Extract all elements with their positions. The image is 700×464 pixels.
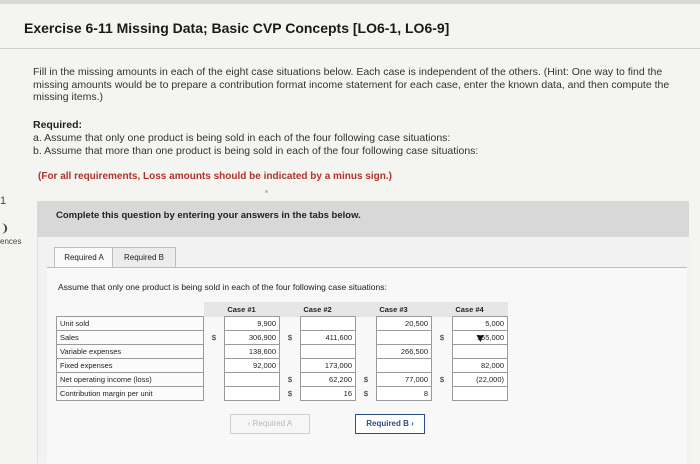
required-b-text: b. Assume that more than one product is being sold in each of the four following case situations:: [33, 145, 479, 157]
dollar-sign: [432, 359, 453, 373]
dollar-sign: [204, 317, 225, 331]
chevron-left-icon: ‹: [247, 419, 253, 428]
dollar-sign: $: [211, 333, 217, 342]
row-label: Contribution margin per unit: [57, 387, 204, 401]
cell-case-1[interactable]: 92,000: [225, 359, 280, 373]
header-case-3: Case #3: [356, 302, 432, 317]
next-button-label: Required B: [366, 419, 409, 428]
cell-case-3[interactable]: 266,500: [377, 345, 432, 359]
row-label: Sales: [57, 331, 204, 345]
cell-case-2[interactable]: [301, 317, 356, 331]
dollar-sign: $: [287, 375, 293, 384]
required-a-text: a. Assume that only one product is being sold in each of the four following case situations:: [33, 132, 451, 144]
dollar-sign: $: [363, 389, 369, 398]
dollar-sign: $: [439, 333, 445, 342]
side-ences-label: ences: [0, 237, 22, 246]
cell-case-4[interactable]: 155,000: [453, 331, 508, 345]
header-case-4: Case #4: [432, 302, 508, 317]
cell-case-4[interactable]: 5,000: [453, 317, 508, 331]
cell-case-2[interactable]: 62,200: [301, 373, 356, 387]
table-row: [57, 387, 508, 401]
dollar-sign: [204, 387, 225, 401]
dollar-sign: [356, 331, 377, 345]
header-case-1: Case #1: [204, 302, 280, 317]
table-header-row: [57, 302, 508, 317]
dollar-sign: [432, 387, 453, 401]
dollar-sign: $: [287, 389, 293, 398]
tab-required-b[interactable]: Required B: [112, 247, 176, 269]
dollar-sign: [356, 317, 377, 331]
cell-case-3[interactable]: 20,500: [377, 317, 432, 331]
cell-case-2[interactable]: [301, 345, 356, 359]
instructions-text: Complete this question by entering your answers in the tabs below.: [56, 210, 361, 221]
cell-case-4[interactable]: [453, 387, 508, 401]
table-row: [57, 373, 508, 387]
cell-case-3[interactable]: [377, 359, 432, 373]
cell-case-3[interactable]: 8: [377, 387, 432, 401]
cvp-table: [56, 302, 508, 401]
cell-case-2[interactable]: 173,000: [301, 359, 356, 373]
top-bar: [0, 0, 700, 4]
table-row: [57, 345, 508, 359]
dollar-sign: [280, 317, 301, 331]
dollar-sign: [356, 345, 377, 359]
dollar-sign: [432, 345, 453, 359]
dollar-sign: [204, 373, 225, 387]
dollar-sign: [204, 359, 225, 373]
page-title: Exercise 6-11 Missing Data; Basic CVP Concepts [LO6-1, LO6-9]: [24, 20, 450, 36]
cell-case-3[interactable]: [377, 331, 432, 345]
header-case-2: Case #2: [280, 302, 356, 317]
dollar-sign: [204, 345, 225, 359]
row-label: Fixed expenses: [57, 359, 204, 373]
decorative-dot: [265, 190, 268, 193]
side-bracket-icon: ❩: [0, 223, 10, 235]
title-divider: [0, 48, 700, 49]
dollar-sign: $: [439, 375, 445, 384]
side-mark: 1: [0, 195, 7, 207]
row-label: Net operating income (loss): [57, 373, 204, 387]
row-label: Variable expenses: [57, 345, 204, 359]
row-label: Unit sold: [57, 317, 204, 331]
table-caption: Assume that only one product is being sold in each of the four following case situations:: [58, 282, 387, 292]
dollar-sign: $: [363, 375, 369, 384]
intro-text: Fill in the missing amounts in each of the eight case situations below. Each case is independent of the others. (Hint: One way to find the missing amounts would be to prepare a contribution format income statement for each case, enter the known data, and then compute the missing items.): [33, 66, 670, 103]
prev-button-label: Required A: [252, 419, 293, 428]
table-row: [57, 359, 508, 373]
cell-case-4[interactable]: (22,000): [453, 373, 508, 387]
cell-case-4[interactable]: [453, 345, 508, 359]
cell-case-1[interactable]: 306,900: [225, 331, 280, 345]
table-row: [57, 317, 508, 331]
tab-required-a[interactable]: Required A: [54, 247, 114, 269]
prev-required-a-button[interactable]: [230, 414, 310, 434]
dollar-sign: [280, 345, 301, 359]
required-heading: Required:: [33, 119, 83, 131]
table-row: [57, 331, 508, 345]
cell-case-3[interactable]: 77,000: [377, 373, 432, 387]
cell-case-1[interactable]: [225, 373, 280, 387]
chevron-right-icon: ›: [408, 419, 414, 428]
dollar-sign: $: [287, 333, 293, 342]
dollar-sign: [280, 359, 301, 373]
header-blank: [57, 302, 204, 317]
dollar-sign: [356, 359, 377, 373]
cell-case-4[interactable]: 82,000: [453, 359, 508, 373]
loss-note: (For all requirements, Loss amounts should be indicated by a minus sign.): [38, 171, 392, 182]
dollar-sign: [432, 317, 453, 331]
cell-case-1[interactable]: 138,600: [225, 345, 280, 359]
cell-case-2[interactable]: 16: [301, 387, 356, 401]
cell-case-1[interactable]: [225, 387, 280, 401]
next-required-b-button[interactable]: [355, 414, 425, 434]
cell-case-2[interactable]: 411,600: [301, 331, 356, 345]
cell-case-1[interactable]: 9,900: [225, 317, 280, 331]
